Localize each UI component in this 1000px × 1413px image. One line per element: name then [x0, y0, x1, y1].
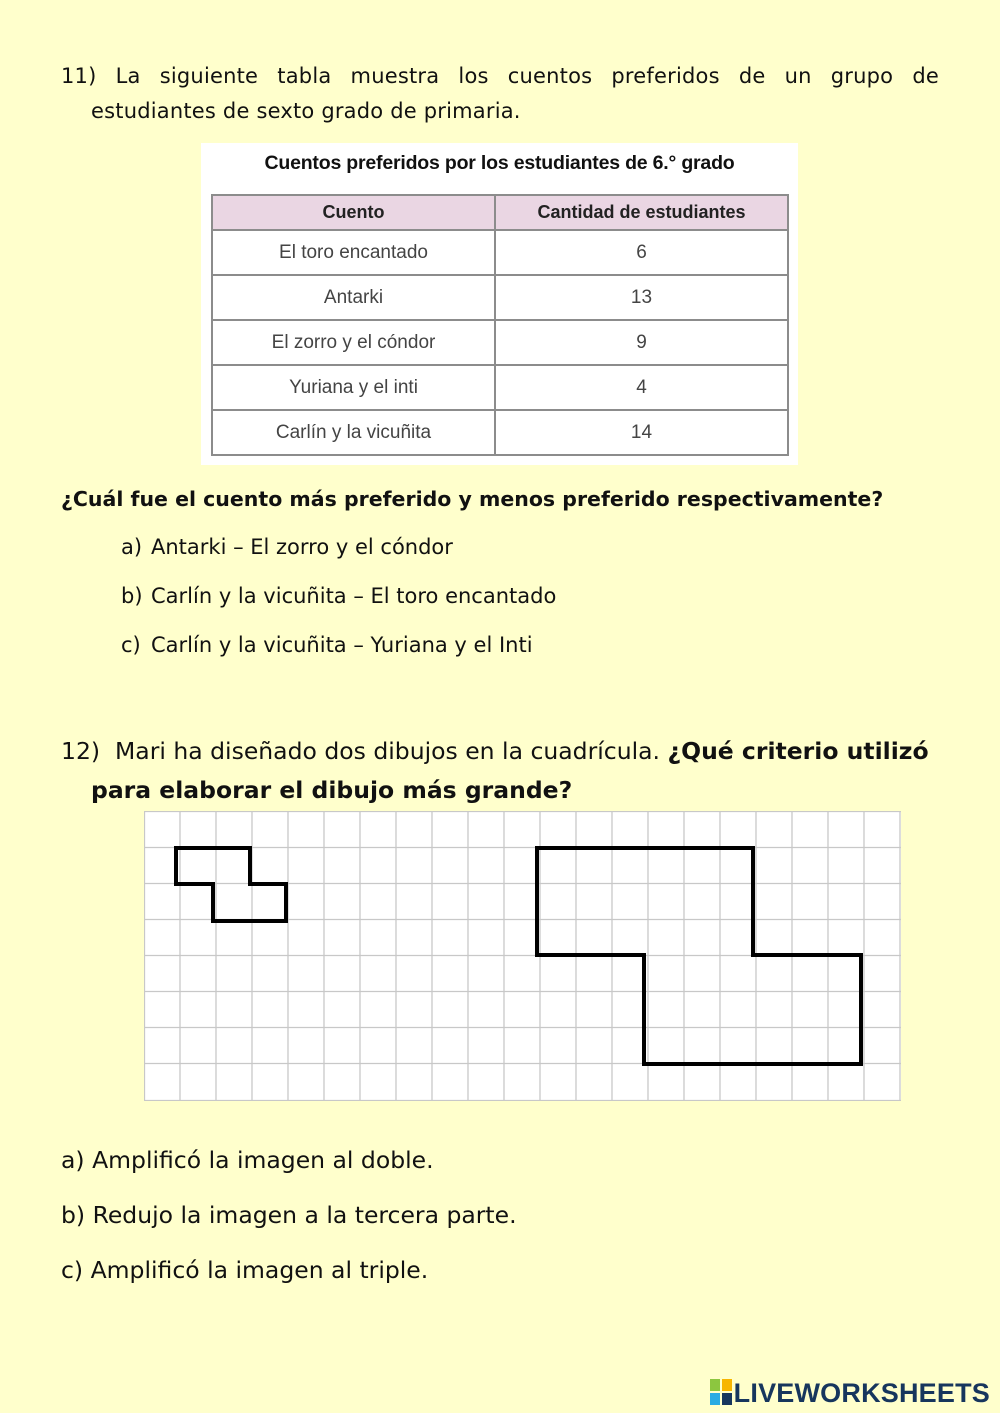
option-label: a)	[61, 1146, 85, 1174]
drawing-grid	[144, 811, 901, 1101]
option-text: Antarki – El zorro y el cóndor	[151, 535, 453, 559]
cell-count: 13	[495, 275, 788, 320]
question-12-text-line2: para elaborar el dibujo más grande?	[91, 776, 573, 804]
table-row	[212, 320, 788, 365]
question-12-text-line1	[61, 737, 929, 765]
option-text: Redujo la imagen a la tercera parte.	[92, 1201, 517, 1229]
question-12-option-c[interactable]	[61, 1256, 428, 1284]
header-story: Cuento	[212, 195, 495, 230]
question-11-option-b[interactable]	[121, 584, 556, 608]
question-12-number: 12)	[61, 737, 101, 765]
question-11-text-line2: estudiantes de sexto grado de primaria.	[91, 99, 521, 123]
cell-story: Carlín y la vicuñita	[212, 410, 495, 455]
table-row	[212, 365, 788, 410]
option-label: b)	[121, 584, 143, 608]
cell-story: El toro encantado	[212, 230, 495, 275]
table-row	[212, 275, 788, 320]
footer-brand: LIVEWORKSHEETS	[733, 1378, 990, 1408]
table-title: Cuentos preferidos por los estudiantes de 6.° grado	[264, 152, 735, 174]
question-11-prompt: ¿Cuál fue el cuento más preferido y menos preferido respectivamente?	[61, 487, 884, 511]
question-12-option-b[interactable]	[61, 1201, 517, 1229]
liveworksheets-logo	[710, 1378, 990, 1409]
question-11-option-c[interactable]	[121, 633, 533, 657]
option-label: a)	[121, 535, 143, 559]
cell-count: 14	[495, 410, 788, 455]
cell-story: Antarki	[212, 275, 495, 320]
question-11-text-line1: 11) La siguiente tabla muestra los cuentos preferidos de un grupo de	[61, 64, 939, 88]
table-header-row	[212, 195, 788, 230]
table-row	[212, 410, 788, 455]
option-label: c)	[61, 1256, 84, 1284]
option-label: c)	[121, 633, 141, 657]
option-text: Amplificó la imagen al doble.	[92, 1146, 434, 1174]
question-12-text: Mari ha diseñado dos dibujos en la cuadrícula.	[115, 737, 660, 765]
option-text: Amplificó la imagen al triple.	[90, 1256, 429, 1284]
cell-story: El zorro y el cóndor	[212, 320, 495, 365]
stories-table-figure	[201, 143, 798, 465]
cell-story: Yuriana y el inti	[212, 365, 495, 410]
stories-table	[211, 194, 789, 456]
cell-count: 9	[495, 320, 788, 365]
cell-count: 6	[495, 230, 788, 275]
liveworksheets-icon	[710, 1379, 732, 1405]
option-text: Carlín y la vicuñita – El toro encantado	[151, 584, 557, 608]
option-label: b)	[61, 1201, 86, 1229]
cell-count: 4	[495, 365, 788, 410]
table-row	[212, 230, 788, 275]
question-11-option-a[interactable]	[121, 535, 453, 559]
question-12-bold-text: ¿Qué criterio utilizó	[667, 737, 929, 765]
header-count: Cantidad de estudiantes	[495, 195, 788, 230]
question-12-option-a[interactable]	[61, 1146, 434, 1174]
option-text: Carlín y la vicuñita – Yuriana y el Inti	[151, 633, 533, 657]
